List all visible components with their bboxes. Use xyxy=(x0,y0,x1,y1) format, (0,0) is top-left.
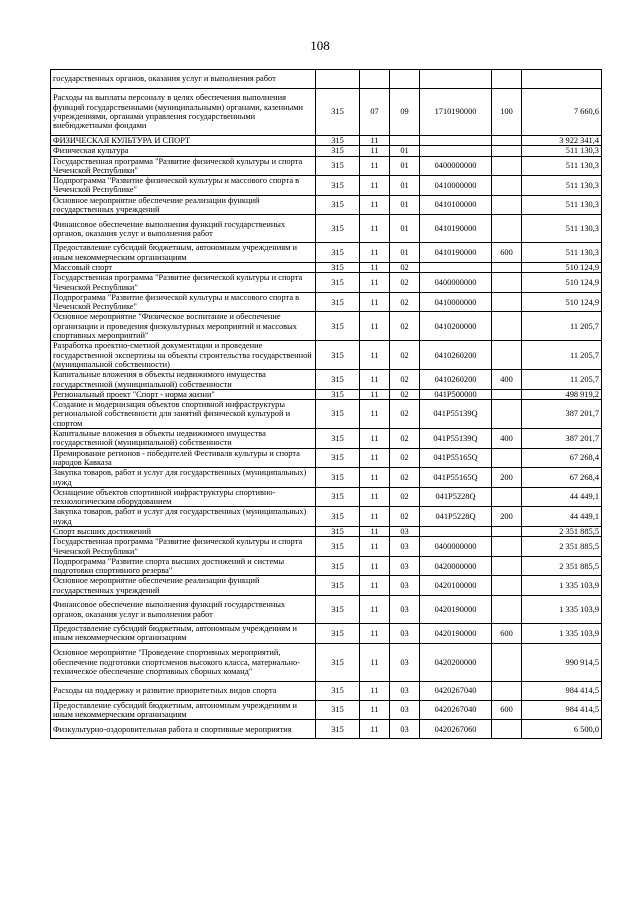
table-row xyxy=(51,537,602,557)
cell-pr: 03 xyxy=(390,643,420,681)
table-row xyxy=(51,136,602,146)
cell-rz: 07 xyxy=(360,89,390,136)
cell-vr xyxy=(492,389,522,399)
table-row xyxy=(51,624,602,644)
cell-name: Капитальные вложения в объекты недвижимого имущества государственной (муниципальной) собственности xyxy=(51,429,316,449)
cell-rz: 11 xyxy=(360,370,390,390)
cell-gr: 315 xyxy=(316,262,360,272)
cell-rz: 11 xyxy=(360,487,390,507)
cell-gr xyxy=(316,70,360,89)
cell-sum: 44 449,1 xyxy=(522,487,602,507)
cell-vr xyxy=(492,156,522,176)
cell-vr xyxy=(492,556,522,576)
table-row xyxy=(51,146,602,156)
cell-rz: 11 xyxy=(360,596,390,624)
table-row xyxy=(51,448,602,468)
cell-vr: 600 xyxy=(492,700,522,720)
cell-csr: 0410190000 xyxy=(420,243,492,263)
cell-vr xyxy=(492,576,522,596)
cell-csr: 041P5228Q xyxy=(420,507,492,527)
cell-rz: 11 xyxy=(360,429,390,449)
cell-pr: 09 xyxy=(390,89,420,136)
cell-gr: 315 xyxy=(316,681,360,700)
cell-vr: 200 xyxy=(492,468,522,488)
cell-csr: 0410260200 xyxy=(420,370,492,390)
cell-gr: 315 xyxy=(316,448,360,468)
cell-name: Подпрограмма "Развитие физической культуры и массового спорта в Чеченской Республике" xyxy=(51,292,316,312)
cell-vr xyxy=(492,448,522,468)
cell-sum: 498 919,2 xyxy=(522,389,602,399)
cell-pr: 03 xyxy=(390,700,420,720)
cell-pr: 02 xyxy=(390,487,420,507)
table-row xyxy=(51,468,602,488)
cell-name: ФИЗИЧЕСКАЯ КУЛЬТУРА И СПОРТ xyxy=(51,136,316,146)
cell-csr: 1710190000 xyxy=(420,89,492,136)
cell-sum: 44 449,1 xyxy=(522,507,602,527)
cell-csr: 0420267040 xyxy=(420,681,492,700)
cell-rz: 11 xyxy=(360,156,390,176)
cell-sum xyxy=(522,70,602,89)
cell-sum: 510 124,9 xyxy=(522,262,602,272)
table-row xyxy=(51,243,602,263)
cell-vr xyxy=(492,537,522,557)
cell-rz: 11 xyxy=(360,624,390,644)
table-row xyxy=(51,487,602,507)
cell-pr xyxy=(390,136,420,146)
cell-gr: 315 xyxy=(316,400,360,429)
cell-pr: 02 xyxy=(390,273,420,293)
cell-gr: 315 xyxy=(316,537,360,557)
cell-sum: 1 335 103,9 xyxy=(522,596,602,624)
cell-name: Государственная программа "Развитие физической культуры и спорта Чеченской Республики" xyxy=(51,273,316,293)
cell-rz: 11 xyxy=(360,400,390,429)
cell-sum: 511 130,3 xyxy=(522,156,602,176)
table-row xyxy=(51,556,602,576)
cell-pr xyxy=(390,70,420,89)
cell-vr: 400 xyxy=(492,370,522,390)
cell-csr xyxy=(420,70,492,89)
cell-csr: 0420267040 xyxy=(420,700,492,720)
cell-vr xyxy=(492,526,522,536)
cell-gr: 315 xyxy=(316,389,360,399)
cell-vr: 100 xyxy=(492,89,522,136)
cell-gr: 315 xyxy=(316,700,360,720)
cell-name: Закупка товаров, работ и услуг для государственных (муниципальных) нужд xyxy=(51,468,316,488)
table-row xyxy=(51,370,602,390)
cell-gr: 315 xyxy=(316,556,360,576)
cell-name: Создание и модернизация объектов спортивной инфраструктуры региональной собственности для занятий физической культурой и спортом xyxy=(51,400,316,429)
cell-gr: 315 xyxy=(316,526,360,536)
cell-vr xyxy=(492,681,522,700)
cell-gr: 315 xyxy=(316,312,360,341)
cell-sum: 11 205,7 xyxy=(522,370,602,390)
cell-csr: 041P500000 xyxy=(420,389,492,399)
cell-pr: 03 xyxy=(390,596,420,624)
cell-vr xyxy=(492,273,522,293)
cell-sum: 7 660,6 xyxy=(522,89,602,136)
cell-gr: 315 xyxy=(316,176,360,196)
cell-sum: 984 414,5 xyxy=(522,700,602,720)
cell-csr: 0420200000 xyxy=(420,643,492,681)
cell-csr: 0420100000 xyxy=(420,576,492,596)
cell-name: Подпрограмма "Развитие физической культуры и массового спорта в Чеченской Республике" xyxy=(51,176,316,196)
cell-gr: 315 xyxy=(316,429,360,449)
table-row xyxy=(51,700,602,720)
cell-gr: 315 xyxy=(316,89,360,136)
cell-vr: 600 xyxy=(492,243,522,263)
cell-pr: 01 xyxy=(390,195,420,215)
cell-pr: 02 xyxy=(390,468,420,488)
cell-sum: 2 351 885,5 xyxy=(522,526,602,536)
cell-rz: 11 xyxy=(360,195,390,215)
cell-csr: 0420190000 xyxy=(420,596,492,624)
table-row xyxy=(51,176,602,196)
cell-gr: 315 xyxy=(316,243,360,263)
cell-pr: 03 xyxy=(390,624,420,644)
cell-rz: 11 xyxy=(360,273,390,293)
cell-csr xyxy=(420,146,492,156)
cell-sum: 67 268,4 xyxy=(522,448,602,468)
cell-sum: 1 335 103,9 xyxy=(522,576,602,596)
cell-sum: 510 124,9 xyxy=(522,292,602,312)
cell-sum: 11 205,7 xyxy=(522,312,602,341)
cell-rz: 11 xyxy=(360,556,390,576)
cell-rz: 11 xyxy=(360,312,390,341)
cell-name: Основное мероприятие обеспечение реализации функций государственных учреждений xyxy=(51,576,316,596)
table-row xyxy=(51,273,602,293)
cell-vr: 200 xyxy=(492,507,522,527)
cell-name: государственных органов, оказания услуг и выполнения работ xyxy=(51,70,316,89)
table-row xyxy=(51,576,602,596)
cell-csr: 0420190000 xyxy=(420,624,492,644)
cell-vr xyxy=(492,146,522,156)
cell-gr: 315 xyxy=(316,596,360,624)
cell-rz: 11 xyxy=(360,681,390,700)
cell-csr: 0420267060 xyxy=(420,720,492,739)
cell-rz: 11 xyxy=(360,576,390,596)
cell-pr: 01 xyxy=(390,156,420,176)
cell-vr xyxy=(492,312,522,341)
cell-name: Оснащение объектов спортивной инфраструктуры спортивно-технологическим оборудованием xyxy=(51,487,316,507)
cell-gr: 315 xyxy=(316,341,360,370)
cell-csr: 041P5228Q xyxy=(420,487,492,507)
cell-name: Массовый спорт xyxy=(51,262,316,272)
cell-pr: 01 xyxy=(390,146,420,156)
cell-name: Физкультурно-оздоровительная работа и спортивные мероприятия xyxy=(51,720,316,739)
cell-sum: 990 914,5 xyxy=(522,643,602,681)
cell-rz xyxy=(360,70,390,89)
table-row xyxy=(51,681,602,700)
cell-rz: 11 xyxy=(360,341,390,370)
cell-rz: 11 xyxy=(360,146,390,156)
cell-gr: 315 xyxy=(316,136,360,146)
cell-pr: 02 xyxy=(390,389,420,399)
cell-name: Расходы на выплаты персоналу в целях обеспечения выполнения функций государственными (муниципальными) органами, казенными учреждениями, органами управления государственными внебюджетными фондами xyxy=(51,89,316,136)
cell-rz: 11 xyxy=(360,243,390,263)
cell-rz: 11 xyxy=(360,176,390,196)
cell-sum: 510 124,9 xyxy=(522,273,602,293)
cell-csr: 0410200000 xyxy=(420,312,492,341)
cell-vr: 600 xyxy=(492,624,522,644)
cell-pr: 02 xyxy=(390,292,420,312)
cell-csr: 0400000000 xyxy=(420,537,492,557)
cell-name: Физическая культура xyxy=(51,146,316,156)
cell-rz: 11 xyxy=(360,292,390,312)
cell-csr xyxy=(420,136,492,146)
cell-sum: 511 130,3 xyxy=(522,176,602,196)
cell-vr xyxy=(492,596,522,624)
cell-sum: 2 351 885,5 xyxy=(522,556,602,576)
cell-pr: 03 xyxy=(390,720,420,739)
table-body xyxy=(51,70,602,739)
cell-vr xyxy=(492,215,522,243)
table-row xyxy=(51,262,602,272)
cell-csr: 0410100000 xyxy=(420,195,492,215)
cell-pr: 01 xyxy=(390,176,420,196)
cell-name: Региональный проект "Спорт - норма жизни" xyxy=(51,389,316,399)
cell-sum: 11 205,7 xyxy=(522,341,602,370)
cell-rz: 11 xyxy=(360,215,390,243)
cell-vr xyxy=(492,341,522,370)
cell-gr: 315 xyxy=(316,487,360,507)
cell-pr: 01 xyxy=(390,215,420,243)
cell-vr xyxy=(492,176,522,196)
cell-csr: 041P55139Q xyxy=(420,400,492,429)
cell-gr: 315 xyxy=(316,215,360,243)
table-row xyxy=(51,156,602,176)
budget-table xyxy=(50,69,602,739)
cell-rz: 11 xyxy=(360,136,390,146)
cell-vr xyxy=(492,400,522,429)
cell-rz: 11 xyxy=(360,448,390,468)
cell-name: Расходы на поддержку и развитие приоритетных видов спорта xyxy=(51,681,316,700)
cell-gr: 315 xyxy=(316,468,360,488)
cell-pr: 03 xyxy=(390,681,420,700)
cell-name: Государственная программа "Развитие физической культуры и спорта Чеченской Республики" xyxy=(51,156,316,176)
cell-pr: 03 xyxy=(390,556,420,576)
cell-pr: 02 xyxy=(390,448,420,468)
cell-gr: 315 xyxy=(316,195,360,215)
cell-rz: 11 xyxy=(360,389,390,399)
page-number: 108 xyxy=(310,38,330,53)
cell-pr: 03 xyxy=(390,576,420,596)
table-row xyxy=(51,312,602,341)
cell-pr: 03 xyxy=(390,537,420,557)
cell-gr: 315 xyxy=(316,146,360,156)
table-row xyxy=(51,195,602,215)
cell-csr xyxy=(420,526,492,536)
cell-sum: 984 414,5 xyxy=(522,681,602,700)
cell-gr: 315 xyxy=(316,507,360,527)
table-row xyxy=(51,89,602,136)
cell-gr: 315 xyxy=(316,156,360,176)
table-row xyxy=(51,389,602,399)
cell-pr: 02 xyxy=(390,341,420,370)
cell-name: Основное мероприятие "Проведение спортивных мероприятий, обеспечение подготовки спортсменов высокого класса, материально-техническое обеспечение спортивных сборных команд" xyxy=(51,643,316,681)
table-row xyxy=(51,507,602,527)
cell-sum: 2 351 885,5 xyxy=(522,537,602,557)
cell-name: Основное мероприятие обеспечение реализации функций государственных учреждений xyxy=(51,195,316,215)
table-row xyxy=(51,429,602,449)
cell-rz: 11 xyxy=(360,720,390,739)
cell-gr: 315 xyxy=(316,292,360,312)
cell-rz: 11 xyxy=(360,537,390,557)
cell-pr: 02 xyxy=(390,262,420,272)
table-row xyxy=(51,400,602,429)
cell-sum: 1 335 103,9 xyxy=(522,624,602,644)
table-row xyxy=(51,292,602,312)
cell-vr xyxy=(492,136,522,146)
cell-gr: 315 xyxy=(316,643,360,681)
cell-name: Предоставление субсидий бюджетным, автономным учреждениям и иным некоммерческим организациям xyxy=(51,624,316,644)
cell-name: Государственная программа "Развитие физической культуры и спорта Чеченской Республики" xyxy=(51,537,316,557)
cell-sum: 511 130,3 xyxy=(522,243,602,263)
cell-pr: 02 xyxy=(390,507,420,527)
cell-name: Основное мероприятие "Физическое воспитание и обеспечение организации и проведения физкультурных мероприятий и массовых спортивных мероприятий" xyxy=(51,312,316,341)
cell-name: Подпрограмма "Развитие спорта высших достижений и системы подготовки спортивного резерва" xyxy=(51,556,316,576)
cell-vr: 400 xyxy=(492,429,522,449)
table-row xyxy=(51,526,602,536)
cell-rz: 11 xyxy=(360,507,390,527)
cell-name: Закупка товаров, работ и услуг для государственных (муниципальных) нужд xyxy=(51,507,316,527)
cell-sum: 387 201,7 xyxy=(522,400,602,429)
cell-vr xyxy=(492,292,522,312)
cell-csr: 0410000000 xyxy=(420,176,492,196)
cell-sum: 3 922 341,4 xyxy=(522,136,602,146)
table-row xyxy=(51,70,602,89)
cell-sum: 511 130,3 xyxy=(522,146,602,156)
cell-vr xyxy=(492,720,522,739)
cell-vr xyxy=(492,643,522,681)
cell-pr: 02 xyxy=(390,370,420,390)
cell-pr: 02 xyxy=(390,429,420,449)
cell-csr xyxy=(420,262,492,272)
cell-name: Премирование регионов - победителей Фестиваля культуры и спорта народов Кавказа xyxy=(51,448,316,468)
cell-sum: 511 130,3 xyxy=(522,215,602,243)
cell-gr: 315 xyxy=(316,273,360,293)
cell-name: Спорт высших достижений xyxy=(51,526,316,536)
cell-csr: 041P55139Q xyxy=(420,429,492,449)
cell-csr: 0400000000 xyxy=(420,273,492,293)
cell-name: Финансовое обеспечение выполнения функций государственных органов, оказания услуг и выполнения работ xyxy=(51,215,316,243)
cell-rz: 11 xyxy=(360,468,390,488)
cell-vr xyxy=(492,195,522,215)
cell-rz: 11 xyxy=(360,700,390,720)
cell-gr: 315 xyxy=(316,370,360,390)
cell-name: Предоставление субсидий бюджетным, автономным учреждениям и иным некоммерческим организациям xyxy=(51,700,316,720)
cell-pr: 01 xyxy=(390,243,420,263)
cell-csr: 041P55165Q xyxy=(420,448,492,468)
table-row xyxy=(51,341,602,370)
cell-vr xyxy=(492,487,522,507)
cell-name: Капитальные вложения в объекты недвижимого имущества государственной (муниципальной) собственности xyxy=(51,370,316,390)
cell-rz: 11 xyxy=(360,262,390,272)
cell-gr: 315 xyxy=(316,576,360,596)
cell-sum: 6 500,0 xyxy=(522,720,602,739)
cell-name: Финансовое обеспечение выполнения функций государственных органов, оказания услуг и выполнения работ xyxy=(51,596,316,624)
cell-rz: 11 xyxy=(360,526,390,536)
table-row xyxy=(51,720,602,739)
cell-vr xyxy=(492,262,522,272)
cell-csr: 0420000000 xyxy=(420,556,492,576)
cell-csr: 0410190000 xyxy=(420,215,492,243)
cell-csr: 041P55165Q xyxy=(420,468,492,488)
table-row xyxy=(51,215,602,243)
cell-name: Разработка проектно-сметной документации и проведение государственной экспертизы на объекты строительства государственной (муниципальной собственности) xyxy=(51,341,316,370)
cell-pr: 02 xyxy=(390,400,420,429)
cell-csr: 0410000000 xyxy=(420,292,492,312)
cell-pr: 02 xyxy=(390,312,420,341)
cell-gr: 315 xyxy=(316,720,360,739)
cell-sum: 511 130,3 xyxy=(522,195,602,215)
cell-vr xyxy=(492,70,522,89)
cell-gr: 315 xyxy=(316,624,360,644)
cell-sum: 67 268,4 xyxy=(522,468,602,488)
table-row xyxy=(51,596,602,624)
cell-csr: 0410260200 xyxy=(420,341,492,370)
cell-name: Предоставление субсидий бюджетным, автономным учреждениям и иным некоммерческим организациям xyxy=(51,243,316,263)
cell-rz: 11 xyxy=(360,643,390,681)
table-row xyxy=(51,643,602,681)
cell-csr: 0400000000 xyxy=(420,156,492,176)
cell-pr: 03 xyxy=(390,526,420,536)
cell-sum: 387 201,7 xyxy=(522,429,602,449)
